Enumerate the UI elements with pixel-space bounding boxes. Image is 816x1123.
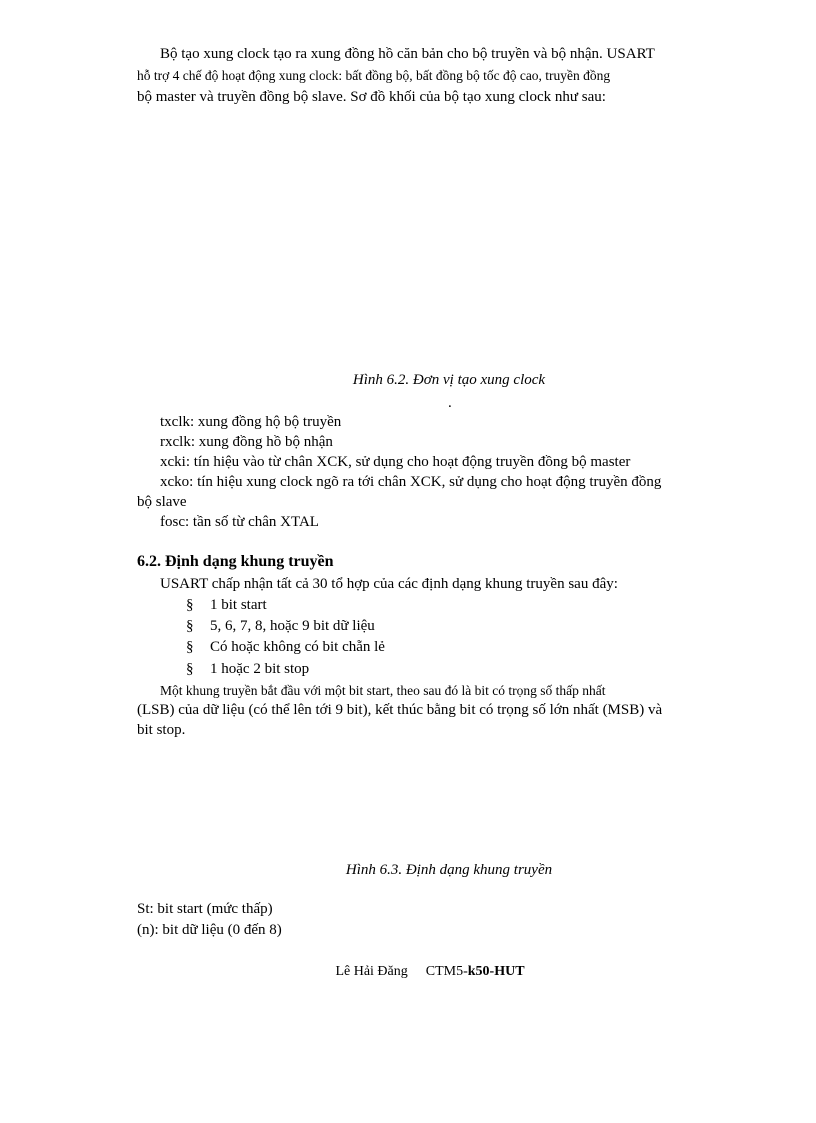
bullet-symbol: § bbox=[186, 661, 194, 677]
frame-para-line-2: (LSB) của dữ liệu (có thể lên tới 9 bit), kết thúc bằng bit có trọng số lớn nhất (MSB) và bbox=[137, 702, 663, 718]
legend-start-bit: St: bit start (mức thấp) bbox=[137, 901, 273, 917]
signal-fosc: fosc: tần số từ chân XTAL bbox=[160, 514, 319, 530]
bullet-item-4 bbox=[186, 659, 309, 679]
legend-data-bit: (n): bit dữ liệu (0 đến 8) bbox=[137, 922, 282, 938]
intro-line-1: Bộ tạo xung clock tạo ra xung đồng hồ căn bản cho bộ truyền và bộ nhận. USART bbox=[160, 46, 655, 62]
bullet-text: Có hoặc không có bit chẵn lẻ bbox=[210, 639, 385, 655]
bullet-text: 1 bit start bbox=[210, 597, 267, 613]
signal-xcki: xcki: tín hiệu vào từ chân XCK, sử dụng cho hoạt động truyền đồng bộ master bbox=[160, 454, 631, 470]
bullet-item-2 bbox=[186, 616, 375, 636]
section-heading: 6.2. Định dạng khung truyền bbox=[137, 553, 334, 570]
bullet-item-1 bbox=[186, 595, 267, 615]
signal-xcko: xcko: tín hiệu xung clock ngõ ra tới chân XCK, sử dụng cho hoạt động truyền đồng bbox=[160, 474, 662, 490]
bullet-symbol: § bbox=[186, 618, 194, 634]
figure-caption-dot: . bbox=[448, 395, 452, 411]
bullet-symbol: § bbox=[186, 597, 194, 613]
bullet-text: 5, 6, 7, 8, hoặc 9 bit dữ liệu bbox=[210, 618, 375, 634]
frame-para-line-1: Một khung truyền bắt đầu với một bit start, theo sau đó là bit có trọng số thấp nhất bbox=[160, 683, 606, 698]
footer-class-prefix: CTM5- bbox=[425, 964, 468, 979]
bullet-text: 1 hoặc 2 bit stop bbox=[210, 661, 310, 677]
footer-author: Lê Hải Đăng bbox=[335, 964, 408, 979]
bullet-symbol: § bbox=[186, 639, 194, 655]
intro-line-3: bộ master và truyền đồng bộ slave. Sơ đồ khối của bộ tạo xung clock như sau: bbox=[137, 89, 606, 105]
signal-txclk: txclk: xung đồng hộ bộ truyền bbox=[160, 414, 342, 430]
intro-line-2: hỗ trợ 4 chế độ hoạt động xung clock: bất đồng bộ, bất đồng bộ tốc độ cao, truyền đồng bbox=[137, 68, 611, 83]
figure-caption-6-3: Hình 6.3. Định dạng khung truyền bbox=[345, 862, 553, 878]
page-footer bbox=[22, 962, 816, 982]
signal-rxclk: rxclk: xung đồng hồ bộ nhận bbox=[160, 434, 333, 450]
frame-para-line-3: bit stop. bbox=[137, 722, 186, 738]
footer-class-bold: k50-HUT bbox=[467, 964, 525, 979]
section-intro: USART chấp nhận tất cả 30 tổ hợp của các định dạng khung truyền sau đây: bbox=[160, 576, 618, 592]
figure-caption-6-2: Hình 6.2. Đơn vị tạo xung clock bbox=[352, 372, 546, 388]
bullet-item-3 bbox=[186, 637, 385, 657]
signal-xcko-cont: bộ slave bbox=[137, 494, 187, 510]
